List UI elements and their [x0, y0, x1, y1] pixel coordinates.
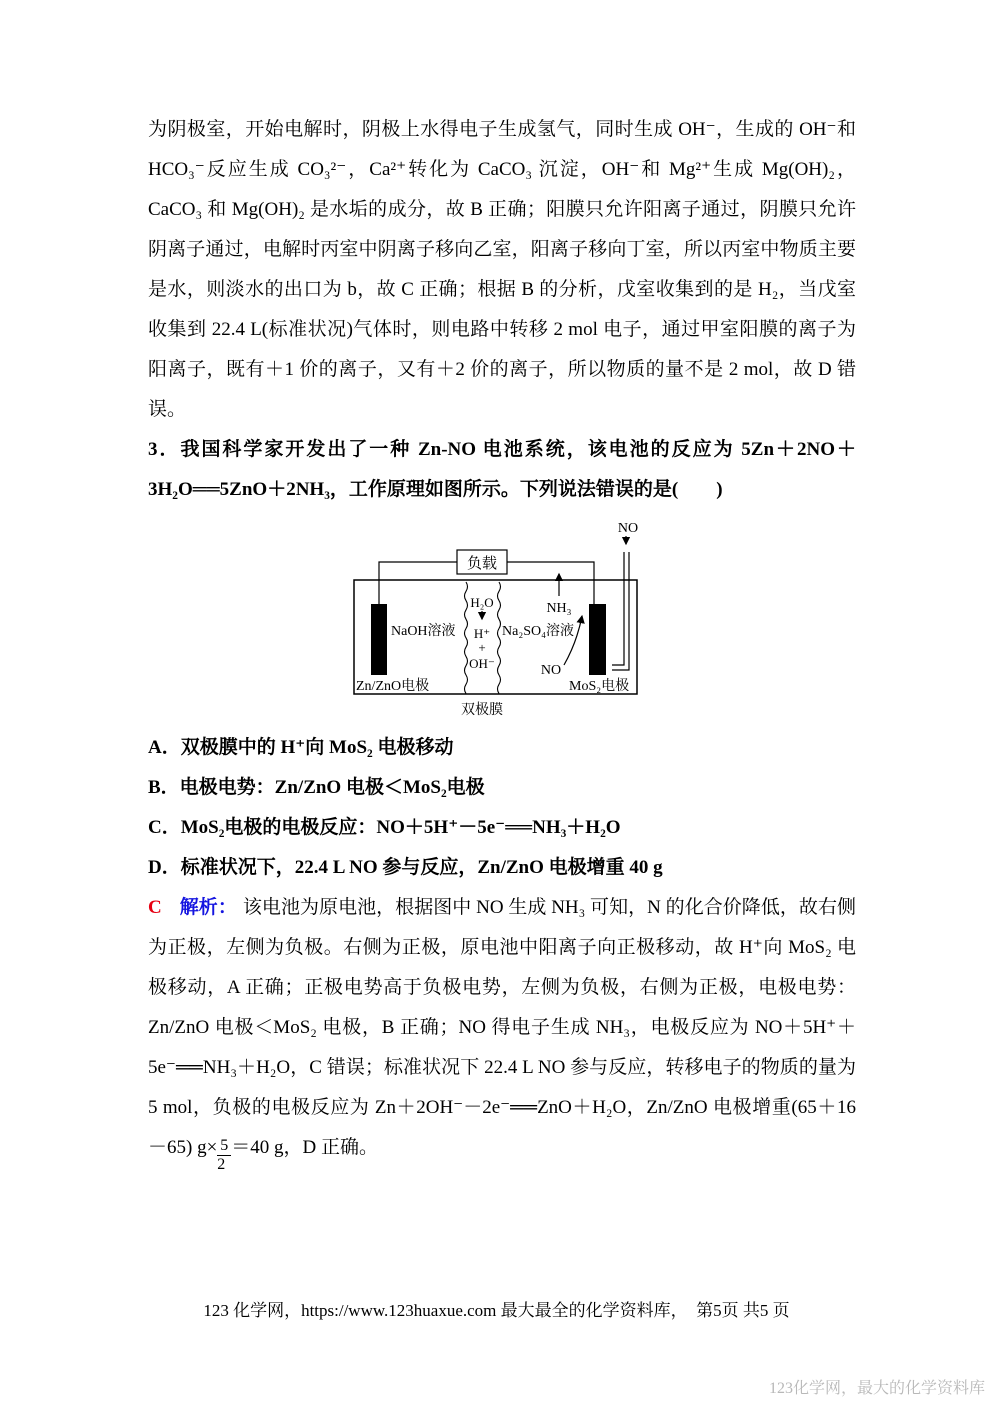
membrane-wavy-line-left: [465, 582, 468, 694]
right-wire: [507, 562, 594, 604]
left-solution-label: NaOH溶液: [391, 624, 456, 639]
bipolar-membrane-caption: 双极膜: [461, 703, 503, 718]
page-footer: [0, 1296, 993, 1321]
watermark-text: 123化学网，最大的化学资料库: [768, 1380, 985, 1397]
previous-answer-continuation: 为阴极室，开始电解时，阴极上水得电子生成氢气，同时生成 OH⁻，生成的 OH⁻和 HCO₃⁻反应生成 CO₃²⁻，Ca²⁺转化为 CaCO₃ 沉淀，OH⁻和 Mg²⁺生成 Mg(OH)₂，CaCO₃ 和 Mg(OH)₂ 是水垢的成分，故 B 正确；阳膜只允许阳离子通过，阴膜只允许阴离子通过，电解时丙室中阴离子移向乙室，阳离子移向丁室，所以丙室中物质主要是水，则淡水的出口为 b，故 C 正确；根据 B 的分析，戊室收集到的是 H₂，当戊室收集到 22.4 L(标准状况)气体时，则电路中转移 2 mol 电子，通过甲室阳膜的离子为阳离子，既有＋1 价的离子，又有＋2 价的离子，所以物质的量不是 2 mol，故 D 错误。: [148, 119, 856, 420]
no-inlet-tube-inner: [612, 552, 624, 665]
fraction-numerator: 5: [217, 1137, 231, 1156]
membrane-plus-sign: +: [478, 640, 486, 655]
no-inlet-tube-outer: [612, 552, 629, 670]
right-electrode-label: MoS₂电极: [569, 679, 630, 694]
no-inlet-label: NO: [617, 521, 639, 536]
fraction-five-halves: [217, 1137, 231, 1173]
footer-site-name: 123 化学网，: [203, 1301, 302, 1320]
membrane-oh-minus-label: OH⁻: [469, 656, 495, 671]
right-solution-label: Na₂SO₄溶液: [502, 624, 574, 639]
option-d: D．标准状况下，22.4 L NO 参与反应，Zn/ZnO 电极增重 40 g: [148, 857, 663, 878]
footer-page-info: 最大最全的化学资料库， 第5页 共5 页: [496, 1301, 790, 1320]
option-a: A．双极膜中的 H⁺向 MoS₂ 电极移动: [148, 737, 454, 758]
fraction-denominator: 2: [217, 1156, 226, 1173]
footer-site-url[interactable]: https://www.123huaxue.com: [301, 1301, 497, 1320]
question-3-number: 3．: [148, 439, 181, 460]
answer-analysis: [148, 888, 856, 1174]
nh3-label: NH₃: [546, 601, 572, 616]
option-b: B．电极电势：Zn/ZnO 电极＜MoS₂电极: [148, 777, 485, 798]
left-electrode-label: Zn/ZnO电极: [356, 679, 430, 694]
analysis-body: 该电池为原电池，根据图中 NO 生成 NH₃ 可知，N 的化合价降低，故右侧为正极，左侧为负极。右侧为正极，原电池中阳离子向正极移动，故 H⁺向 MoS₂ 电极移动，A 正确；正极电势高于负极电势，左侧为负极，右侧为正极，电极电势：Zn/ZnO 电极＜MoS₂ 电极，B 正确；NO 得电子生成 NH₃，电极反应为 NO＋5H⁺＋5e⁻══NH₃＋H₂O，C 错误；标准状况下 22.4 L NO 参与反应，转移电子的物质的量为 5 mol，负极的电极反应为 Zn＋2OH⁻－2e⁻══ZnO＋H₂O，Zn/ZnO 电极增重(65＋16－65) g×: [148, 897, 856, 1158]
left-wire: [379, 562, 457, 604]
content-column: [148, 0, 856, 1174]
options-list: [148, 728, 856, 888]
question-3-text: 我国科学家开发出了一种 Zn-NO 电池系统，该电池的反应为 5Zn＋2NO＋3H₂O══5ZnO＋2NH₃，工作原理如图所示。下列说法错误的是( ): [148, 439, 856, 500]
analysis-tail: ＝40 g，D 正确。: [231, 1137, 379, 1158]
zn-zno-electrode: [371, 604, 387, 675]
load-label: 负载: [466, 556, 498, 572]
option-c: C．MoS₂电极的电极反应：NO＋5H⁺－5e⁻══NH₃＋H₂O: [148, 817, 621, 838]
analysis-label: 解析：: [179, 897, 237, 918]
mos2-electrode: [589, 604, 606, 675]
question-3-stem: [148, 430, 856, 510]
membrane-wavy-line-right: [498, 582, 501, 694]
battery-diagram-svg: [329, 512, 675, 728]
answer-letter: C: [148, 897, 162, 918]
membrane-h2o-label: H₂O: [470, 595, 494, 610]
no-bottom-label: NO: [540, 663, 562, 678]
membrane-h-plus-label: H⁺: [473, 626, 491, 641]
battery-diagram: [329, 512, 675, 728]
